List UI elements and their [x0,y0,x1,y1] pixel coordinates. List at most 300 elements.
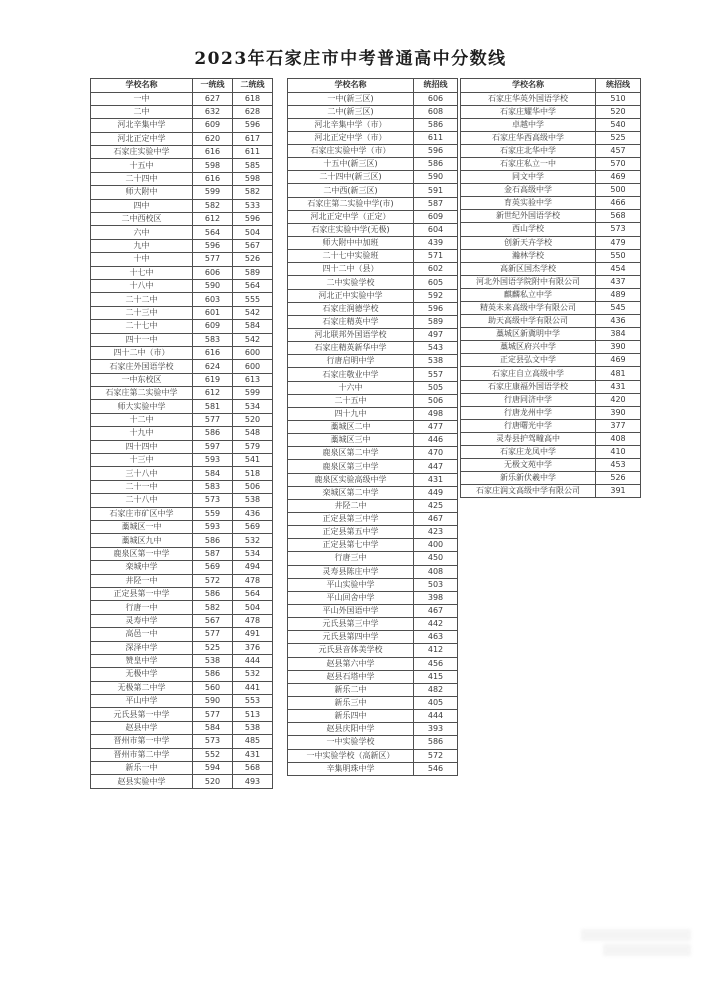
table-row [91,467,273,480]
table-row [461,432,641,445]
school-name-cell: 行唐曙光中学 [461,419,596,432]
score-cell: 425 [414,499,458,512]
score-cell: 520 [596,105,641,118]
school-name-cell: 四十一中 [91,333,193,346]
score-cell: 497 [414,329,458,342]
score-cell: 599 [233,387,273,400]
school-name-cell: 石家庄华英外国语学校 [461,92,596,105]
school-name-cell: 三十八中 [91,467,193,480]
school-name-cell: 赵县石塔中学 [288,670,414,683]
school-name-cell: 行唐龙州中学 [461,406,596,419]
school-name-cell: 九中 [91,239,193,252]
table-row [91,146,273,159]
table-row [91,360,273,373]
score-cell: 600 [233,360,273,373]
table-row [91,266,273,279]
score-cell: 469 [596,354,641,367]
score-cell: 482 [414,683,458,696]
table-row [461,210,641,223]
school-name-cell: 晋州市第一中学 [91,735,193,748]
score-cell: 454 [596,262,641,275]
school-name-cell: 石家庄实验中学 [91,146,193,159]
school-name-cell: 十七中 [91,266,193,279]
score-cell: 444 [414,710,458,723]
table-row [91,574,273,587]
page-title: 2023年石家庄市中考普通高中分数线 [194,49,507,69]
score-cell: 600 [233,346,273,359]
school-name-cell: 十六中 [288,381,414,394]
score-cell: 593 [193,454,233,467]
score-cell: 572 [414,749,458,762]
school-name-cell: 卓越中学 [461,118,596,131]
score-cell: 596 [193,239,233,252]
school-name-cell: 石家庄敬业中学 [288,368,414,381]
table-row [288,250,458,263]
school-name-cell: 瀚林学校 [461,249,596,262]
score-cell: 627 [193,92,233,105]
table-row [91,748,273,761]
score-cell: 393 [414,723,458,736]
table-row [91,775,273,788]
school-name-cell: 二中实验学校 [288,276,414,289]
school-name-cell: 十三中 [91,454,193,467]
table-row [288,315,458,328]
school-name-cell: 六中 [91,226,193,239]
school-name-cell: 石家庄自立高级中学 [461,367,596,380]
school-name-cell: 河北正中实验中学 [288,289,414,302]
school-name-cell: 石家庄龙凤中学 [461,446,596,459]
score-cell: 505 [414,381,458,394]
school-name-cell: 河北正定中学（正定） [288,210,414,223]
table-row [461,262,641,275]
table-row [91,413,273,426]
score-cell: 540 [596,118,641,131]
score-cell: 590 [414,171,458,184]
school-name-cell: 正定县弘文中学 [461,354,596,367]
score-cell: 584 [193,721,233,734]
score-cell: 506 [414,394,458,407]
school-name-cell: 一中 [91,92,193,105]
watermark [581,926,691,964]
school-name-cell: 晋州市第二中学 [91,748,193,761]
score-cell: 628 [233,105,273,118]
table-row [91,494,273,507]
school-name-cell: 精英未来高级中学有限公司 [461,302,596,315]
table-row [91,480,273,493]
table-row [91,279,273,292]
score-cell: 552 [193,748,233,761]
score-cell: 526 [233,253,273,266]
school-name-cell: 十五中 [91,159,193,172]
score-cell: 569 [193,561,233,574]
table-row [288,670,458,683]
table-row [91,172,273,185]
school-name-cell: 藁城区二中 [288,421,414,434]
school-name-cell: 石家庄实验中学（市） [288,145,414,158]
score-cell: 608 [414,105,458,118]
score-cell: 415 [414,670,458,683]
score-cell: 592 [414,289,458,302]
score-cell: 611 [414,131,458,144]
score-cell: 506 [233,480,273,493]
table-row [288,618,458,631]
school-name-cell: 新乐新伏羲中学 [461,472,596,485]
score-cell: 546 [414,762,458,775]
score-cell: 603 [193,293,233,306]
school-name-cell: 麒麟私立中学 [461,288,596,301]
score-cell: 542 [233,306,273,319]
score-cell: 586 [414,736,458,749]
table-row [91,186,273,199]
school-name-cell: 河北正定中学 [91,132,193,145]
table-row [91,132,273,145]
score-cell: 525 [193,641,233,654]
table-row [288,289,458,302]
school-name-cell: 西山学校 [461,223,596,236]
table-row [91,346,273,359]
score-cell: 591 [414,184,458,197]
score-cell: 616 [193,172,233,185]
school-name-cell: 行唐三中 [288,552,414,565]
school-name-cell: 河北辛集中学 [91,119,193,132]
score-cell: 590 [193,695,233,708]
school-name-cell: 新乐一中 [91,762,193,775]
score-table-unified-2 [460,78,641,498]
table-row [288,158,458,171]
table-row [461,223,641,236]
score-cell: 477 [414,421,458,434]
table-row [91,253,273,266]
table-row [288,696,458,709]
score-cell: 555 [233,293,273,306]
school-name-cell: 无极第二中学 [91,681,193,694]
school-name-cell: 辛集明珠中学 [288,762,414,775]
score-cell: 582 [193,601,233,614]
score-cell: 410 [596,446,641,459]
table-row [91,454,273,467]
table-row [91,213,273,226]
column-header: 统招线 [596,79,641,93]
score-cell: 589 [233,266,273,279]
score-cell: 573 [596,223,641,236]
school-name-cell: 一中实验学校（高新区） [288,749,414,762]
school-name-cell: 藁城区新冀明中学 [461,328,596,341]
score-cell: 572 [193,574,233,587]
score-cell: 526 [596,472,641,485]
score-cell: 616 [193,146,233,159]
score-cell: 585 [233,159,273,172]
school-name-cell: 二十四中 [91,172,193,185]
school-name-cell: 赵县中学 [91,721,193,734]
score-cell: 391 [596,485,641,498]
score-cell: 568 [233,762,273,775]
score-cell: 456 [414,657,458,670]
table-row [91,159,273,172]
school-name-cell: 新乐二中 [288,683,414,696]
school-name-cell: 石家庄外国语学校 [91,360,193,373]
score-cell: 582 [193,199,233,212]
score-cell: 590 [193,279,233,292]
score-cell: 437 [596,275,641,288]
school-name-cell: 石家庄润德学校 [288,302,414,315]
score-cell: 583 [193,333,233,346]
score-cell: 624 [193,360,233,373]
school-name-cell: 新乐四中 [288,710,414,723]
score-cell: 500 [596,184,641,197]
school-name-cell: 石家庄华西高级中学 [461,131,596,144]
score-cell: 609 [193,119,233,132]
school-name-cell: 鹿泉区第一中学 [91,547,193,560]
school-name-cell: 藁城区三中 [288,434,414,447]
score-cell: 613 [233,373,273,386]
score-cell: 478 [233,614,273,627]
school-name-cell: 石家庄康福外国语学校 [461,380,596,393]
score-cell: 611 [233,146,273,159]
table-row [91,320,273,333]
score-cell: 612 [193,387,233,400]
score-cell: 586 [193,587,233,600]
table-row [288,604,458,617]
table-row [461,302,641,315]
score-cell: 596 [414,145,458,158]
column-header: 学校名称 [288,79,414,93]
table-row [288,657,458,670]
score-cell: 596 [233,213,273,226]
score-cell: 570 [596,157,641,170]
score-cell: 408 [414,565,458,578]
table-row [461,367,641,380]
score-cell: 586 [193,668,233,681]
school-name-cell: 高邑一中 [91,628,193,641]
school-name-cell: 二十三中 [91,306,193,319]
table-row [288,276,458,289]
table-row [288,447,458,460]
score-cell: 498 [414,407,458,420]
score-cell: 599 [193,186,233,199]
score-cell: 470 [414,447,458,460]
score-cell: 596 [414,302,458,315]
table-row [91,587,273,600]
table-row [91,601,273,614]
score-cell: 441 [233,681,273,694]
school-name-cell: 十五中(新三区) [288,158,414,171]
school-name-cell: 藁城区一中 [91,521,193,534]
table-row [288,578,458,591]
score-cell: 542 [233,333,273,346]
score-cell: 560 [193,681,233,694]
school-name-cell: 四中 [91,199,193,212]
score-cell: 376 [233,641,273,654]
score-cell: 612 [193,213,233,226]
score-cell: 582 [233,186,273,199]
school-name-cell: 十八中 [91,279,193,292]
score-cell: 469 [596,171,641,184]
table-row [461,118,641,131]
score-cell: 485 [233,735,273,748]
score-cell: 541 [233,454,273,467]
school-name-cell: 育英实验中学 [461,197,596,210]
score-cell: 584 [233,320,273,333]
table-row [288,762,458,775]
score-cell: 431 [596,380,641,393]
score-cell: 534 [233,400,273,413]
score-cell: 412 [414,644,458,657]
school-name-cell: 无极文苑中学 [461,459,596,472]
school-name-cell: 鹿泉区实验高级中学 [288,473,414,486]
school-name-cell: 二十四中(新三区) [288,171,414,184]
school-name-cell: 赵县实验中学 [91,775,193,788]
table-row [91,628,273,641]
table-row [91,507,273,520]
school-name-cell: 赵县庆阳中学 [288,723,414,736]
school-name-cell: 石家庄市矿区中学 [91,507,193,520]
table-row [461,393,641,406]
school-name-cell: 师大附中 [91,186,193,199]
table-row [288,591,458,604]
table-row [91,534,273,547]
table-row [288,499,458,512]
table-row [91,668,273,681]
school-name-cell: 同文中学 [461,171,596,184]
table-row [91,306,273,319]
table-row [91,105,273,118]
table-row [288,631,458,644]
score-cell: 513 [233,708,273,721]
school-name-cell: 正定县第七中学 [288,539,414,552]
school-name-cell: 赞皇中学 [91,654,193,667]
score-cell: 444 [233,654,273,667]
school-name-cell: 灵寿中学 [91,614,193,627]
school-name-cell: 行唐一中 [91,601,193,614]
school-name-cell: 石家庄精英中学 [288,315,414,328]
score-cell: 510 [596,92,641,105]
table-row [91,614,273,627]
score-cell: 602 [414,263,458,276]
school-name-cell: 元氏县第三中学 [288,618,414,631]
school-name-cell: 石家庄私立一中 [461,157,596,170]
table-row [288,394,458,407]
score-cell: 467 [414,604,458,617]
score-cell: 457 [596,144,641,157]
table-row [288,526,458,539]
table-row [288,368,458,381]
score-cell: 481 [596,367,641,380]
school-name-cell: 二十二中 [91,293,193,306]
score-cell: 545 [596,302,641,315]
table-row [461,197,641,210]
score-cell: 620 [193,132,233,145]
table-row [91,708,273,721]
table-row [288,434,458,447]
table-row [91,199,273,212]
school-name-cell: 正定县第三中学 [288,513,414,526]
score-cell: 390 [596,406,641,419]
score-cell: 442 [414,618,458,631]
school-name-cell: 创新天卉学校 [461,236,596,249]
score-cell: 400 [414,539,458,552]
score-table-unified-1 [287,78,458,776]
score-cell: 534 [233,547,273,560]
score-cell: 449 [414,486,458,499]
table-row [288,118,458,131]
school-name-cell: 石家庄耀华中学 [461,105,596,118]
school-name-cell: 高新区国杰学校 [461,262,596,275]
score-cell: 466 [596,197,641,210]
table-row [91,561,273,574]
table-row [461,446,641,459]
school-name-cell: 二中 [91,105,193,118]
school-name-cell: 鹿泉区第三中学 [288,460,414,473]
score-cell: 567 [193,614,233,627]
table-row [91,521,273,534]
table-row [91,654,273,667]
watermark-smudge [581,929,691,941]
score-cell: 525 [596,131,641,144]
table-row [288,539,458,552]
score-cell: 598 [233,172,273,185]
table-row [91,681,273,694]
table-row [288,710,458,723]
table-row [288,223,458,236]
school-name-cell: 二十五中 [288,394,414,407]
school-name-cell: 四十四中 [91,440,193,453]
table-row [461,184,641,197]
table-row [288,105,458,118]
table-row [91,92,273,105]
school-name-cell: 行唐启明中学 [288,355,414,368]
score-cell: 606 [193,266,233,279]
table-row [91,333,273,346]
school-name-cell: 新乐三中 [288,696,414,709]
school-name-cell: 河北联邦外国语学校 [288,329,414,342]
score-cell: 616 [193,346,233,359]
score-cell: 581 [193,400,233,413]
table-row [91,293,273,306]
score-cell: 571 [414,250,458,263]
table-row [461,341,641,354]
table-row [461,419,641,432]
score-cell: 577 [193,628,233,641]
score-cell: 491 [233,628,273,641]
table-row [288,381,458,394]
table-row [461,354,641,367]
score-cell: 520 [193,775,233,788]
school-name-cell: 二十七中实验班 [288,250,414,263]
score-cell: 564 [233,587,273,600]
school-name-cell: 助天高级中学有限公司 [461,315,596,328]
table-row [461,380,641,393]
score-cell: 538 [193,654,233,667]
table-row [288,513,458,526]
school-name-cell: 平山实验中学 [288,578,414,591]
score-cell: 619 [193,373,233,386]
score-cell: 632 [193,105,233,118]
score-cell: 431 [414,473,458,486]
score-cell: 586 [193,534,233,547]
table-row [288,723,458,736]
table-row [288,210,458,223]
score-cell: 598 [193,159,233,172]
score-cell: 586 [414,118,458,131]
table-row [288,92,458,105]
school-name-cell: 石家庄实验中学(无极) [288,223,414,236]
score-cell: 567 [233,239,273,252]
score-cell: 463 [414,631,458,644]
score-cell: 577 [193,708,233,721]
score-cell: 478 [233,574,273,587]
score-cell: 532 [233,668,273,681]
score-cell: 579 [233,440,273,453]
